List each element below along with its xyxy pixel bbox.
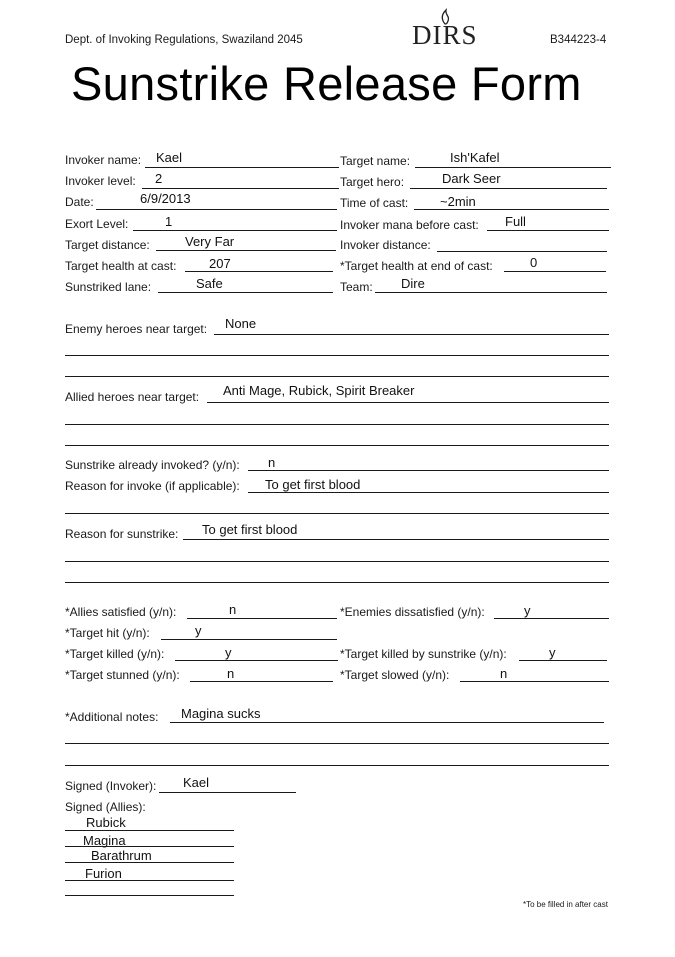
target-health-end-value[interactable]: 0	[530, 255, 538, 270]
invoker-level-line	[142, 188, 339, 189]
exort-level-line	[133, 230, 337, 231]
target-slowed-value[interactable]: n	[500, 666, 508, 681]
target-hero-value[interactable]: Dark Seer	[442, 171, 501, 186]
dirs-logo	[410, 6, 482, 54]
target-stunned-label: *Target stunned (y/n):	[65, 668, 180, 682]
killed-by-sunstrike-value[interactable]: y	[549, 645, 556, 660]
date-line	[96, 209, 337, 210]
allies-satisfied-label: *Allies satisfied (y/n):	[65, 605, 177, 619]
target-stunned-value[interactable]: n	[227, 666, 235, 681]
allied-heroes-line-2	[65, 424, 609, 425]
team-label: Team:	[340, 280, 373, 294]
team-value[interactable]: Dire	[401, 276, 425, 291]
team-line	[375, 292, 607, 293]
additional-notes-line	[170, 722, 604, 723]
allied-heroes-label: Allied heroes near target:	[65, 390, 200, 404]
signed-ally-4[interactable]: Furion	[85, 866, 122, 881]
exort-level-label: Exort Level:	[65, 217, 129, 231]
enemies-dissatisfied-label: *Enemies dissatisfied (y/n):	[340, 605, 485, 619]
target-killed-value[interactable]: y	[225, 645, 232, 660]
date-label: Date:	[65, 195, 94, 209]
target-slowed-label: *Target slowed (y/n):	[340, 668, 450, 682]
enemy-heroes-value[interactable]: None	[225, 316, 257, 331]
allied-heroes-value[interactable]: Anti Mage, Rubick, Spirit Breaker	[223, 383, 415, 398]
invoker-name-line	[145, 167, 339, 168]
allies-satisfied-line	[187, 618, 337, 619]
mana-before-label: Invoker mana before cast:	[340, 218, 479, 232]
enemy-heroes-label: Enemy heroes near target:	[65, 322, 208, 336]
reason-sunstrike-line-2	[65, 561, 609, 562]
target-hero-label: Target hero:	[340, 175, 405, 189]
target-distance-line	[156, 250, 336, 251]
allies-satisfied-value[interactable]: n	[229, 602, 237, 617]
target-slowed-line	[460, 681, 609, 682]
target-killed-line	[175, 660, 338, 661]
time-of-cast-value[interactable]: ~2min	[440, 194, 476, 209]
allied-heroes-line-3	[65, 445, 609, 446]
signed-ally-3[interactable]: Barathrum	[91, 848, 152, 863]
signed-ally-1[interactable]: Rubick	[86, 815, 126, 830]
footnote: *To be filled in after cast	[523, 900, 608, 909]
date-value[interactable]: 6/9/2013	[140, 191, 191, 206]
reason-invoke-label: Reason for invoke (if applicable):	[65, 479, 240, 493]
reason-sunstrike-line	[183, 539, 609, 540]
page-title: Sunstrike Release Form	[71, 57, 582, 110]
enemy-heroes-line-3	[65, 376, 609, 377]
time-of-cast-line	[414, 209, 609, 210]
killed-by-sunstrike-line	[519, 660, 607, 661]
target-name-label: Target name:	[340, 154, 411, 168]
enemy-heroes-line	[214, 334, 609, 335]
reason-invoke-line	[248, 492, 609, 493]
time-of-cast-label: Time of cast:	[340, 196, 409, 210]
already-invoked-value[interactable]: n	[268, 455, 276, 470]
signed-ally-2[interactable]: Magina	[83, 833, 126, 848]
lane-label: Sunstriked lane:	[65, 280, 152, 294]
signed-ally-line-4	[65, 880, 234, 881]
additional-notes-label: *Additional notes:	[65, 710, 159, 724]
invoker-level-value[interactable]: 2	[155, 171, 163, 186]
reason-invoke-value[interactable]: To get first blood	[265, 477, 361, 492]
additional-notes-line-3	[65, 765, 609, 766]
reason-sunstrike-line-3	[65, 582, 609, 583]
additional-notes-value[interactable]: Magina sucks	[181, 706, 261, 721]
target-hit-value[interactable]: y	[195, 623, 202, 638]
invoker-name-value[interactable]: Kael	[156, 150, 183, 165]
killed-by-sunstrike-label: *Target killed by sunstrike (y/n):	[340, 647, 507, 661]
reason-sunstrike-value[interactable]: To get first blood	[202, 522, 298, 537]
reason-invoke-line-2	[65, 513, 609, 514]
target-killed-label: *Target killed (y/n):	[65, 647, 165, 661]
signed-invoker-value[interactable]: Kael	[183, 775, 210, 790]
enemies-dissatisfied-value[interactable]: y	[524, 603, 531, 618]
invoker-level-label: Invoker level:	[65, 174, 136, 188]
target-hit-label: *Target hit (y/n):	[65, 626, 150, 640]
invoker-distance-line	[437, 251, 607, 252]
target-distance-label: Target distance:	[65, 238, 150, 252]
mana-before-value[interactable]: Full	[505, 214, 526, 229]
logo-text: DIRS	[412, 20, 478, 50]
department-header: Dept. of Invoking Regulations, Swaziland 2045	[65, 34, 303, 46]
form-id: B344223-4	[550, 34, 607, 46]
already-invoked-label: Sunstrike already invoked? (y/n):	[65, 458, 240, 472]
enemies-dissatisfied-line	[494, 618, 609, 619]
signed-invoker-label: Signed (Invoker):	[65, 779, 157, 793]
mana-before-line	[487, 230, 609, 231]
target-stunned-line	[190, 681, 333, 682]
additional-notes-line-2	[65, 743, 609, 744]
already-invoked-line	[248, 470, 609, 471]
signed-allies-label: Signed (Allies):	[65, 800, 146, 814]
reason-sunstrike-label: Reason for sunstrike:	[65, 527, 179, 541]
signed-invoker-line	[159, 792, 296, 793]
signed-ally-line-5	[65, 895, 234, 896]
target-health-line	[185, 271, 333, 272]
lane-value[interactable]: Safe	[196, 276, 223, 291]
allied-heroes-line	[207, 402, 609, 403]
enemy-heroes-line-2	[65, 355, 609, 356]
target-name-value[interactable]: Ish'Kafel	[450, 150, 500, 165]
signed-ally-line-2	[65, 846, 234, 847]
target-health-end-label: *Target health at end of cast:	[340, 259, 493, 273]
invoker-distance-label: Invoker distance:	[340, 238, 431, 252]
exort-level-value[interactable]: 1	[165, 214, 173, 229]
target-distance-value[interactable]: Very Far	[185, 234, 235, 249]
invoker-name-label: Invoker name:	[65, 153, 142, 167]
target-health-end-line	[504, 271, 606, 272]
lane-line	[158, 292, 333, 293]
signed-ally-line-1	[65, 830, 234, 831]
target-name-line	[415, 167, 611, 168]
target-hit-line	[161, 639, 337, 640]
target-health-label: Target health at cast:	[65, 259, 177, 273]
target-health-value[interactable]: 207	[209, 256, 231, 271]
target-hero-line	[410, 188, 607, 189]
signed-ally-line-3	[65, 862, 234, 863]
